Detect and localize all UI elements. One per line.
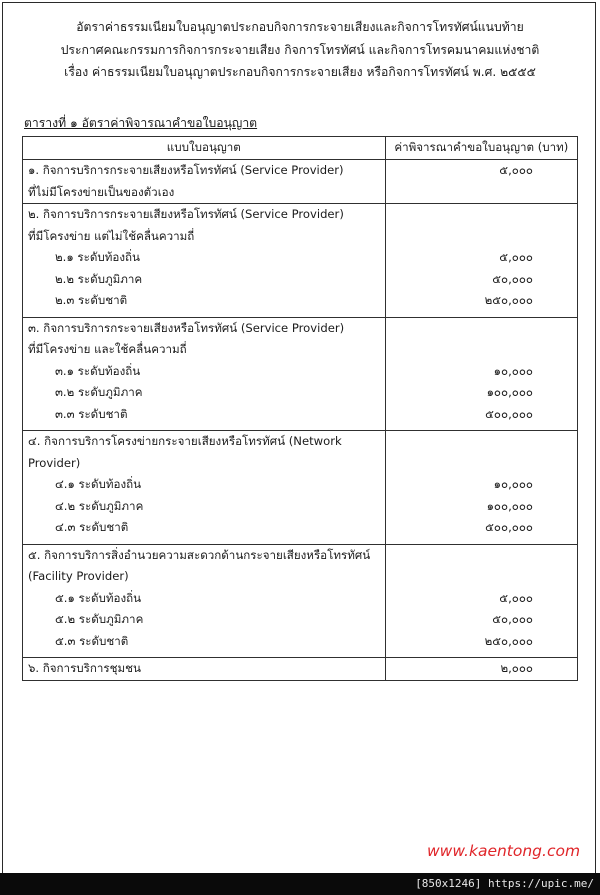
license-type-cell bbox=[23, 317, 386, 431]
table-row bbox=[23, 160, 578, 204]
fee-value: ๒๕๐,๐๐๐ bbox=[484, 633, 533, 648]
license-type-cell bbox=[23, 431, 386, 545]
fee-table-body bbox=[23, 160, 578, 681]
fee-value: ๕,๐๐๐ bbox=[499, 163, 533, 177]
table-row bbox=[23, 658, 578, 681]
group-title-line: ที่ไม่มีโครงข่ายเป็นของตัวเอง bbox=[28, 184, 175, 199]
sub-item-label: ๔.๒ ระดับภูมิภาค bbox=[55, 498, 144, 513]
sub-item-label: ๓.๓ ระดับชาติ bbox=[55, 406, 128, 421]
fee-value: ๕,๐๐๐ bbox=[499, 590, 533, 605]
document-heading bbox=[0, 16, 600, 84]
fee-value: ๕๐,๐๐๐ bbox=[492, 271, 533, 286]
table-row bbox=[23, 317, 578, 431]
fee-cell bbox=[385, 204, 577, 318]
table-caption: ตารางที่ ๑ อัตราค่าพิจารณาคำขอใบอนุญาต bbox=[24, 116, 258, 130]
fee-value: ๑๐๐,๐๐๐ bbox=[486, 498, 533, 513]
sub-item-label: ๓.๑ ระดับท้องถิ่น bbox=[55, 363, 141, 378]
fee-cell bbox=[385, 658, 577, 681]
group-title-line: (Facility Provider) bbox=[28, 569, 129, 583]
license-type-cell bbox=[23, 544, 386, 658]
fee-cell bbox=[385, 317, 577, 431]
group-title-line: ๒. กิจการบริการกระจายเสียงหรือโทรทัศน์ (Service Provider) bbox=[28, 207, 344, 221]
fee-value: ๕๐,๐๐๐ bbox=[492, 612, 533, 626]
fee-value: ๒,๐๐๐ bbox=[500, 661, 533, 675]
sub-item-label: ๕.๓ ระดับชาติ bbox=[55, 633, 129, 648]
heading-line-3: เรื่อง ค่าธรรมเนียมใบอนุญาตประกอบกิจการกระจายเสียง หรือกิจการโทรทัศน์ พ.ศ. ๒๕๕๕ bbox=[64, 65, 536, 79]
sub-item-label: ๔.๑ ระดับท้องถิ่น bbox=[55, 477, 142, 491]
fee-value: ๑๐,๐๐๐ bbox=[493, 363, 533, 378]
group-title-line: ๓. กิจการบริการกระจายเสียงหรือโทรทัศน์ (Service Provider) bbox=[28, 320, 345, 335]
footer-text: [850x1246] https://upic.me/ bbox=[415, 877, 594, 890]
table-row bbox=[23, 204, 578, 318]
fee-cell bbox=[385, 160, 577, 204]
heading-line-2: ประกาศคณะกรรมการกิจการกระจายเสียง กิจการโทรทัศน์ และกิจการโทรคมนาคมแห่งชาติ bbox=[60, 42, 540, 57]
sub-item-label: ๕.๒ ระดับภูมิภาค bbox=[55, 612, 144, 626]
fee-value: ๑๐๐,๐๐๐ bbox=[486, 385, 533, 399]
header-license-type: แบบใบอนุญาต bbox=[23, 137, 386, 160]
fee-value: ๒๕๐,๐๐๐ bbox=[484, 293, 533, 307]
fee-value: ๕,๐๐๐ bbox=[499, 250, 533, 264]
license-type-cell bbox=[23, 658, 386, 681]
sub-item-label: ๕.๑ ระดับท้องถิ่น bbox=[55, 590, 142, 605]
fee-value: ๕๐๐,๐๐๐ bbox=[485, 406, 533, 421]
group-title-line: ๕. กิจการบริการสิ่งอำนวยความสะดวกด้านกระจายเสียงหรือโทรทัศน์ bbox=[28, 547, 371, 562]
fee-cell bbox=[385, 544, 577, 658]
license-type-cell bbox=[23, 160, 386, 204]
group-title-line: ที่มีโครงข่าย และใช้คลื่นความถี่ bbox=[28, 342, 187, 356]
group-title-line: ๔. กิจการบริการโครงข่ายกระจายเสียงหรือโทรทัศน์ (Network bbox=[28, 434, 342, 448]
sub-item-label: ๔.๓ ระดับชาติ bbox=[55, 520, 129, 534]
sub-item-label: ๓.๒ ระดับภูมิภาค bbox=[55, 385, 143, 399]
group-title-line: ๑. กิจการบริการกระจายเสียงหรือโทรทัศน์ (Service Provider) bbox=[28, 163, 344, 177]
watermark-text: www.kaentong.com bbox=[427, 842, 581, 860]
fee-value: ๕๐๐,๐๐๐ bbox=[485, 520, 533, 534]
fee-cell bbox=[385, 431, 577, 545]
table-row bbox=[23, 544, 578, 658]
fee-table bbox=[22, 136, 578, 681]
fee-value: ๑๐,๐๐๐ bbox=[493, 477, 533, 491]
sub-item-label: ๒.๒ ระดับภูมิภาค bbox=[55, 271, 143, 286]
group-title-line: ที่มีโครงข่าย แต่ไม่ใช้คลื่นความถี่ bbox=[28, 228, 195, 243]
table-row bbox=[23, 431, 578, 545]
sub-item-label: ๒.๓ ระดับชาติ bbox=[55, 293, 128, 307]
footer-bar bbox=[0, 873, 600, 895]
group-title-line: ๖. กิจการบริการชุมชน bbox=[28, 661, 141, 675]
license-type-cell bbox=[23, 204, 386, 318]
group-title-line: Provider) bbox=[28, 455, 81, 470]
table-header-row bbox=[23, 137, 578, 160]
sub-item-label: ๒.๑ ระดับท้องถิ่น bbox=[55, 250, 140, 264]
header-fee: ค่าพิจารณาคำขอใบอนุญาต (บาท) bbox=[385, 137, 577, 160]
heading-line-1: อัตราค่าธรรมเนียมใบอนุญาตประกอบกิจการกระจายเสียงและกิจการโทรทัศน์แนบท้าย bbox=[76, 20, 524, 34]
